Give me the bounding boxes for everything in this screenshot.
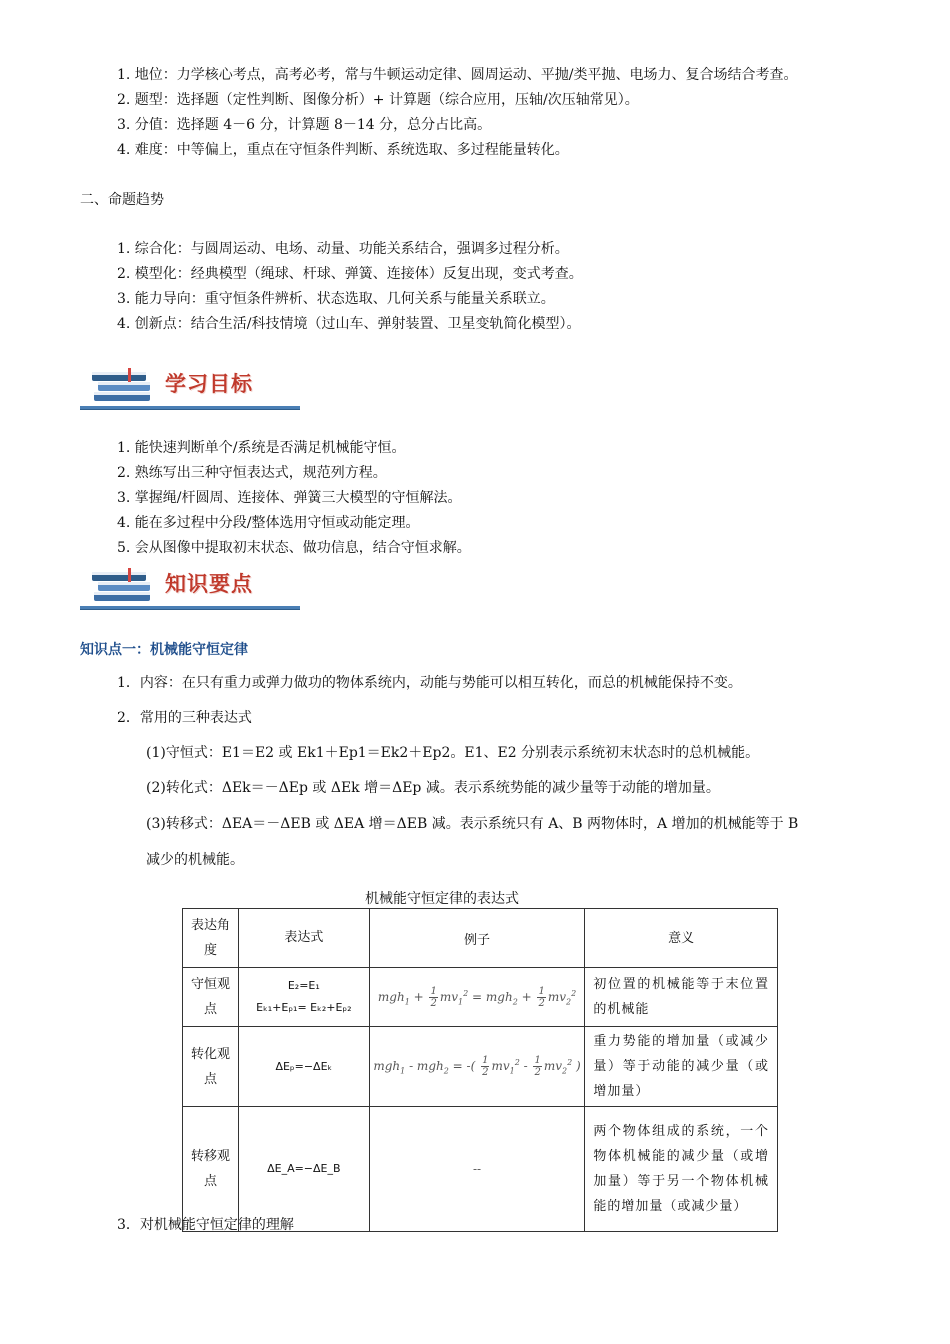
row-example-formula: mgh$_1$ + $\frac{1}{2}$ $mv_1^2 = mgh_2$ + $\frac{1}{2}$ $mv_2^2$ [369, 968, 585, 1027]
row-angle: 守恒观点 [183, 968, 239, 1027]
row-meaning: 重力势能的增加量（或减少量）等于动能的减少量（或增加量） [585, 1027, 778, 1107]
row-example: -- [369, 1107, 585, 1232]
books-icon [88, 562, 160, 604]
books-icon [88, 362, 160, 404]
intro-item-1: 1. 地位：力学核心考点，高考必考，常与牛顿运动定律、圆周运动、平抛/类平抛、电场力、复合场结合考查。 [117, 67, 798, 83]
banner-underline [80, 606, 300, 610]
intro-item-2: 2. 题型：选择题（定性判断、图像分析）+ 计算题（综合应用，压轴/次压轴常见）。 [117, 92, 639, 108]
table-caption: 机械能守恒定律的表达式 [365, 891, 519, 907]
header-meaning: 意义 [585, 909, 778, 968]
row-example-formula: mgh$_1$ - mgh$_2$ = -( $\frac{1}{2}$ $mv_1^2$ - $\frac{1}{2}$ $mv_2^2$ ) [369, 1027, 585, 1107]
row-angle: 转移观点 [183, 1107, 239, 1232]
trend-item-3: 3. 能力导向：重守恒条件辨析、状态选取、几何关系与能量关系联立。 [117, 291, 555, 307]
expression-table [182, 908, 778, 1232]
content-item-3: 3．对机械能守恒定律的理解 [117, 1217, 294, 1233]
header-example: 例子 [369, 909, 585, 968]
table-header-row [183, 909, 778, 968]
expression-conservation: (1)守恒式：E1＝E2 或 Ek1＋Ep1＝Ek2＋Ep2。E1、E2 分别表示系统初末状态时的总机械能。 [146, 745, 760, 761]
banner-title: 学习目标 [165, 372, 253, 396]
goal-item-5: 5. 会从图像中提取初末状态、做功信息，结合守恒求解。 [117, 540, 471, 556]
content-item-1: 1．内容：在只有重力或弹力做功的物体系统内，动能与势能可以相互转化，而总的机械能保持不变。 [117, 675, 742, 691]
expression-line: E₂=E₁ [287, 979, 320, 992]
row-meaning: 初位置的机械能等于末位置的机械能 [585, 968, 778, 1027]
trend-item-2: 2. 模型化：经典模型（绳球、杆球、弹簧、连接体）反复出现，变式考查。 [117, 266, 583, 282]
goal-item-2: 2. 熟练写出三种守恒表达式，规范列方程。 [117, 465, 387, 481]
intro-item-3: 3. 分值：选择题 4－6 分，计算题 8－14 分，总分占比高。 [117, 117, 492, 133]
goal-item-1: 1. 能快速判断单个/系统是否满足机械能守恒。 [117, 440, 406, 456]
row-expression: ΔE_A=−ΔE_B [238, 1107, 369, 1232]
goal-item-4: 4. 能在多过程中分段/整体选用守恒或动能定理。 [117, 515, 420, 531]
row-expression: ΔEₚ=−ΔEₖ [238, 1027, 369, 1107]
trend-item-4: 4. 创新点：结合生活/科技情境（过山车、弹射装置、卫星变轨简化模型）。 [117, 316, 581, 332]
trend-item-1: 1. 综合化：与圆周运动、电场、动量、功能关系结合，强调多过程分析。 [117, 241, 569, 257]
row-meaning: 两个物体组成的系统，一个物体机械能的减少量（或增加量）等于另一个物体机械能的增加量（或减少量） [585, 1107, 778, 1232]
banner-knowledge-points [80, 560, 300, 610]
banner-learning-goals [80, 360, 300, 410]
row-angle: 转化观点 [183, 1027, 239, 1107]
table-row [183, 968, 778, 1027]
expression-line: Eₖ₁+Eₚ₁= Eₖ₂+Eₚ₂ [256, 1001, 352, 1014]
goal-item-3: 3. 掌握绳/杆圆周、连接体、弹簧三大模型的守恒解法。 [117, 490, 462, 506]
content-item-2: 2．常用的三种表达式 [117, 710, 252, 726]
header-angle: 表达角度 [183, 909, 239, 968]
knowledge-point-title: 知识点一：机械能守恒定律 [80, 642, 248, 658]
header-expression: 表达式 [238, 909, 369, 968]
banner-title: 知识要点 [165, 572, 253, 596]
banner-underline [80, 406, 300, 410]
table-row [183, 1027, 778, 1107]
expression-transfer-cont: 减少的机械能。 [146, 852, 244, 868]
section-heading-trend: 二、命题趋势 [80, 192, 164, 208]
table-row [183, 1107, 778, 1232]
intro-item-4: 4. 难度：中等偏上，重点在守恒条件判断、系统选取、多过程能量转化。 [117, 142, 569, 158]
row-expression [238, 968, 369, 1027]
expression-transfer: (3)转移式：ΔEA＝－ΔEB 或 ΔEA 增＝ΔEB 减。表示系统只有 A、B 两物体时，A 增加的机械能等于 B [146, 816, 799, 832]
expression-conversion: (2)转化式：ΔEk＝－ΔEp 或 ΔEk 增＝ΔEp 减。表示系统势能的减少量等于动能的增加量。 [146, 780, 720, 796]
